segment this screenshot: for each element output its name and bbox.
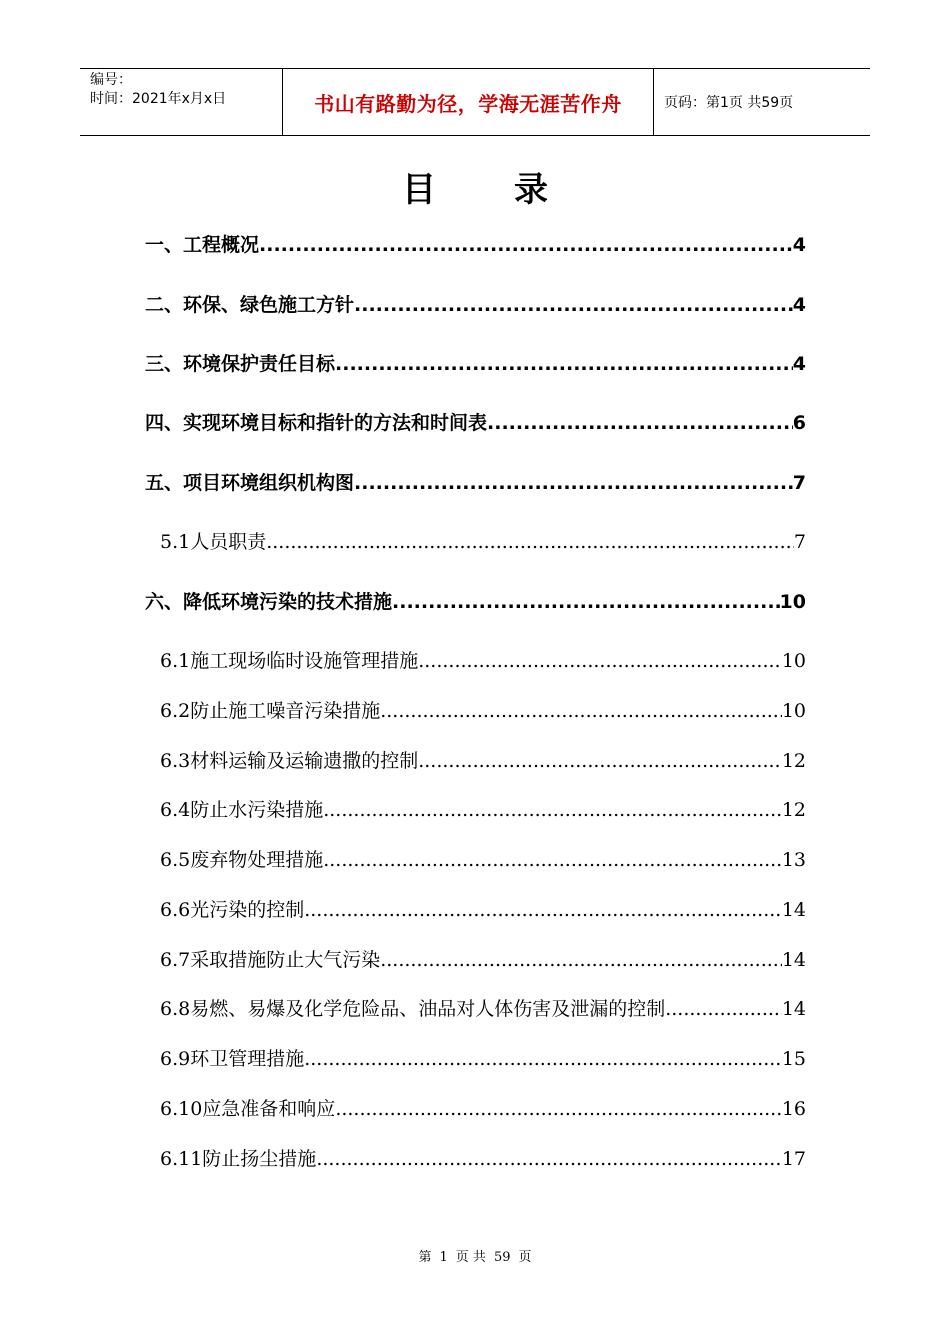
- toc-entry-text: 6.4防止水污染措施: [160, 799, 324, 821]
- header-page-info: 页码：第1页 共59页: [664, 95, 794, 111]
- header-motto-cell: [282, 69, 654, 135]
- toc-entry[interactable]: [145, 587, 806, 614]
- toc-leader: [487, 412, 793, 434]
- toc-entry-page: 6: [792, 412, 806, 434]
- toc-entry[interactable]: [145, 408, 806, 435]
- toc-leader: [418, 650, 782, 672]
- toc-entry[interactable]: [160, 1044, 806, 1071]
- footer-total-pages: 59: [493, 1250, 511, 1265]
- toc-entry-page: 10: [779, 591, 806, 613]
- toc-entry[interactable]: [160, 895, 806, 922]
- toc-entry-text: 6.5废弃物处理措施: [160, 849, 324, 871]
- toc-title: 目录: [402, 170, 626, 210]
- toc-entry[interactable]: [160, 646, 806, 673]
- footer-middle: 页 共: [455, 1250, 486, 1265]
- toc-entry[interactable]: [145, 468, 806, 495]
- toc-entry[interactable]: [160, 746, 806, 773]
- toc-leader: [665, 998, 782, 1020]
- number-label: 编号：: [90, 72, 132, 88]
- toc-leader: [335, 1098, 782, 1120]
- toc-leader: [418, 750, 782, 772]
- toc-entry[interactable]: [160, 696, 806, 723]
- toc-entry-page: 10: [781, 700, 806, 722]
- toc-leader: [266, 531, 794, 553]
- toc-entry-text: 四、实现环境目标和指针的方法和时间表: [145, 412, 488, 434]
- toc-leader: [304, 899, 782, 921]
- toc-leader: [380, 949, 782, 971]
- footer-current-page: 1: [439, 1250, 448, 1265]
- toc-entry-page: 13: [781, 849, 806, 871]
- footer-suffix: 页: [518, 1250, 532, 1265]
- toc-entry-text: 6.2防止施工噪音污染措施: [160, 700, 381, 722]
- toc-leader: [316, 1148, 782, 1170]
- motto-text: 书山有路勤为径，学海无涯苦作舟: [314, 91, 622, 116]
- toc-leader: [354, 472, 793, 494]
- toc-entry-page: 7: [792, 472, 806, 494]
- toc-entry-text: 6.7采取措施防止大气污染: [160, 949, 381, 971]
- toc-entry[interactable]: [160, 845, 806, 872]
- toc-entry-text: 6.1施工现场临时设施管理措施: [160, 650, 419, 672]
- toc-entry-text: 二、环保、绿色施工方针: [145, 294, 355, 316]
- toc-leader: [392, 591, 780, 613]
- toc-entry[interactable]: [160, 994, 806, 1021]
- toc-entry[interactable]: [145, 290, 806, 317]
- toc-entry-text: 6.8易燃、易爆及化学危险品、油品对人体伤害及泄漏的控制: [160, 998, 666, 1020]
- toc-entry-page: 7: [793, 531, 806, 553]
- toc-entry-text: 6.9环卫管理措施: [160, 1048, 305, 1070]
- toc-leader: [354, 294, 793, 316]
- toc-entry-text: 六、降低环境污染的技术措施: [145, 591, 393, 613]
- toc-entry-page: 14: [781, 998, 806, 1020]
- header-table: [80, 68, 870, 136]
- toc-entry-text: 五、项目环境组织机构图: [145, 472, 355, 494]
- toc-leader: [335, 353, 793, 375]
- page-footer: [0, 1246, 950, 1265]
- toc-entry-page: 10: [781, 650, 806, 672]
- toc-entry-text: 6.3材料运输及运输遗撒的控制: [160, 750, 419, 772]
- toc-entry[interactable]: [160, 795, 806, 822]
- toc-entry-page: 14: [781, 899, 806, 921]
- toc-entry[interactable]: [160, 945, 806, 972]
- toc-entry[interactable]: [160, 527, 806, 554]
- toc-leader: [259, 234, 793, 256]
- toc-leader: [380, 700, 782, 722]
- toc-entry-page: 12: [781, 799, 806, 821]
- footer-prefix: 第: [418, 1250, 432, 1265]
- toc-leader: [304, 1048, 782, 1070]
- toc-entry-text: 5.1人员职责: [160, 531, 267, 553]
- header-meta: [80, 69, 282, 135]
- toc-entry-page: 4: [792, 234, 806, 256]
- toc-leader: [323, 849, 782, 871]
- toc-entry-page: 15: [781, 1048, 806, 1070]
- time-label: 时间：2021年x月x日: [90, 91, 227, 107]
- toc-entry[interactable]: [160, 1094, 806, 1121]
- toc-entry-text: 一、工程概况: [145, 234, 260, 256]
- toc-entry-text: 6.11防止扬尘措施: [160, 1148, 317, 1170]
- toc-entry-page: 17: [781, 1148, 806, 1170]
- toc-entry-page: 4: [792, 294, 806, 316]
- toc-entry-text: 6.10应急准备和响应: [160, 1098, 336, 1120]
- toc-entry-page: 12: [781, 750, 806, 772]
- toc-entry-page: 14: [781, 949, 806, 971]
- toc-entry-page: 16: [781, 1098, 806, 1120]
- toc-entry-page: 4: [792, 353, 806, 375]
- toc-entry[interactable]: [145, 230, 806, 257]
- toc-entry[interactable]: [160, 1144, 806, 1171]
- toc-entry-text: 6.6光污染的控制: [160, 899, 305, 921]
- toc-entry-text: 三、环境保护责任目标: [145, 353, 336, 375]
- toc-leader: [323, 799, 782, 821]
- toc-entry[interactable]: [145, 349, 806, 376]
